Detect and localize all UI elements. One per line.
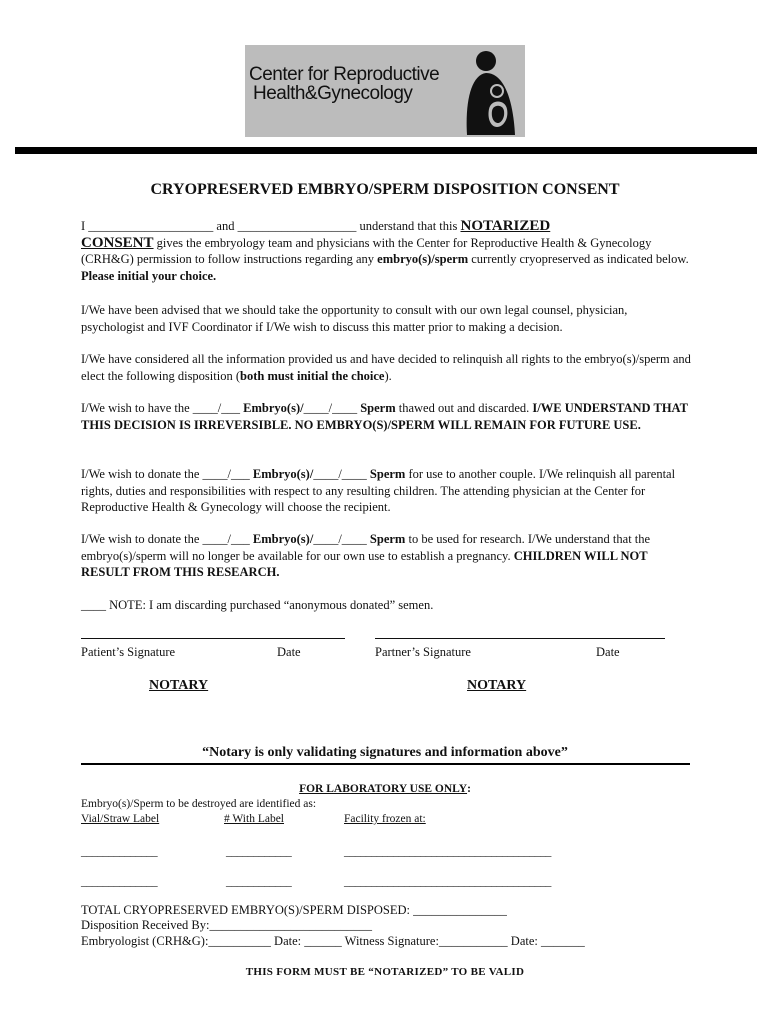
- research-bold-1: Embryo(s)/: [252, 532, 314, 546]
- intro-bold-2: Please initial your choice.: [81, 268, 217, 283]
- discard-part-1: I/We wish to have the ____/___: [81, 401, 244, 415]
- lab-row-2-count[interactable]: ____________: [226, 876, 292, 888]
- col-with-label: # With Label: [224, 813, 285, 825]
- total-disposed-line: TOTAL CRYOPRESERVED EMBRYO(S)/SPERM DISPOSED: _______________: [81, 903, 507, 917]
- patient-date-label: Date: [277, 645, 301, 659]
- partner-signature-label: Partner’s Signature: [375, 645, 471, 659]
- intro-bold-1: embryo(s)/sperm: [377, 252, 469, 266]
- lab-row-2-vial[interactable]: ______________: [81, 876, 158, 888]
- intro-part-1: I ____________________ and ___________________ understand that this: [81, 219, 461, 233]
- lab-row-1-facility[interactable]: ______________________________________: [344, 846, 552, 858]
- advised-paragraph: I/We have been advised that we should take the opportunity to consult with our own legal counsel, physician, psychologist and IVF Coordinator if I/We wish to discuss this matter prior to making a decision.: [81, 303, 628, 334]
- partner-date-label: Date: [596, 645, 620, 659]
- considered-paragraph: [81, 351, 691, 384]
- embryologist-line: Embryologist (CRH&G):__________ Date: ______ Witness Signature:___________ Date: _______: [81, 934, 585, 948]
- discard-part-3: thawed out and discarded.: [395, 401, 533, 415]
- page-title: CRYOPRESERVED EMBRYO/SPERM DISPOSITION CONSENT: [150, 181, 620, 198]
- logo-line-1: Center for Reproductive: [249, 64, 440, 85]
- notary-divider: [81, 763, 690, 765]
- donate-research-paragraph: [81, 531, 691, 581]
- research-bold-3: CHILDREN WILL NOT RESULT FROM THIS RESEARCH.: [81, 548, 648, 579]
- clinic-logo: [245, 45, 525, 137]
- patient-signature-line[interactable]: [81, 638, 345, 639]
- col-facility-frozen: Facility frozen at:: [344, 813, 426, 825]
- couple-part-1: I/We wish to donate the ____/___: [81, 467, 253, 481]
- lab-row-1-count[interactable]: ____________: [226, 846, 292, 858]
- notarized-word: NOTARIZED: [460, 218, 551, 234]
- mother-child-icon: [453, 47, 523, 135]
- discard-part-2: ____/____: [303, 401, 361, 415]
- lab-row-2-facility[interactable]: ______________________________________: [344, 876, 552, 888]
- notary-validation-note: “Notary is only validating signatures and information above”: [202, 745, 568, 760]
- patient-signature-label: Patient’s Signature: [81, 645, 176, 659]
- logo-line-2: Health&Gynecology: [253, 83, 413, 104]
- logo-text: [249, 65, 439, 103]
- considered-end: ).: [384, 368, 392, 383]
- lab-subtitle: Embryo(s)/Sperm to be destroyed are identified as:: [81, 798, 317, 810]
- discard-bold-1: Embryo(s)/: [243, 401, 304, 415]
- considered-bold: both must initial the choice: [240, 368, 385, 383]
- couple-part-2: ____/____: [313, 467, 370, 481]
- couple-bold-2: Sperm: [369, 467, 406, 481]
- donate-couple-paragraph: [81, 466, 691, 516]
- research-part-1: I/We wish to donate the ____/___: [81, 532, 253, 546]
- couple-bold-1: Embryo(s)/: [252, 467, 314, 481]
- header-divider: [15, 147, 757, 154]
- consent-word: CONSENT: [81, 234, 154, 251]
- research-bold-2: Sperm: [369, 532, 406, 546]
- intro-paragraph: [81, 218, 691, 284]
- lab-row-1-vial[interactable]: ______________: [81, 846, 158, 858]
- notary-right: NOTARY: [467, 678, 527, 693]
- research-part-2: ____/____: [313, 532, 370, 546]
- semen-note: ____ NOTE: I am discarding purchased “anonymous donated” semen.: [81, 598, 434, 612]
- research-part-3: to be used for research. I/We understand that the embryo(s)/sperm will no longer be available for our own use to establish a pregnancy.: [81, 532, 651, 563]
- discard-paragraph: [81, 400, 691, 433]
- discard-bold-3: I/WE UNDERSTAND THAT THIS DECISION IS IRREVERSIBLE. NO EMBRYO(S)/SPERM WILL REMAIN FOR FUTURE USE.: [81, 401, 688, 432]
- disposition-received-line: Disposition Received By:__________________________: [81, 918, 372, 932]
- couple-part-3: for use to another couple. I/We relinquish all parental rights, duties and responsibilities with respect to any resulting children. The attending physician at the Center for Reproductive Health & Gynecology will choose the recipient.: [81, 467, 676, 514]
- lab-use-title: FOR LABORATORY USE ONLY: [299, 783, 468, 795]
- intro-part-3: currently cryopreserved as indicated below.: [468, 252, 689, 266]
- considered-text: I/We have considered all the information provided us and have decided to relinquish all rights to the embryo(s)/sperm and elect the following disposition (: [81, 352, 691, 383]
- col-vial-straw-label: Vial/Straw Label: [81, 813, 160, 825]
- partner-signature-line[interactable]: [375, 638, 665, 639]
- lab-use-colon: :: [467, 783, 471, 795]
- intro-part-2: gives the embryology team and physicians with the Center for Reproductive Health & Gynecology (CRH&G) permission to follow instructions regarding any: [81, 235, 652, 266]
- notary-left: NOTARY: [149, 678, 209, 693]
- lab-use-header: [0, 783, 770, 795]
- validity-footer: THIS FORM MUST BE “NOTARIZED” TO BE VALID: [245, 966, 525, 978]
- discard-bold-2: Sperm: [360, 401, 396, 415]
